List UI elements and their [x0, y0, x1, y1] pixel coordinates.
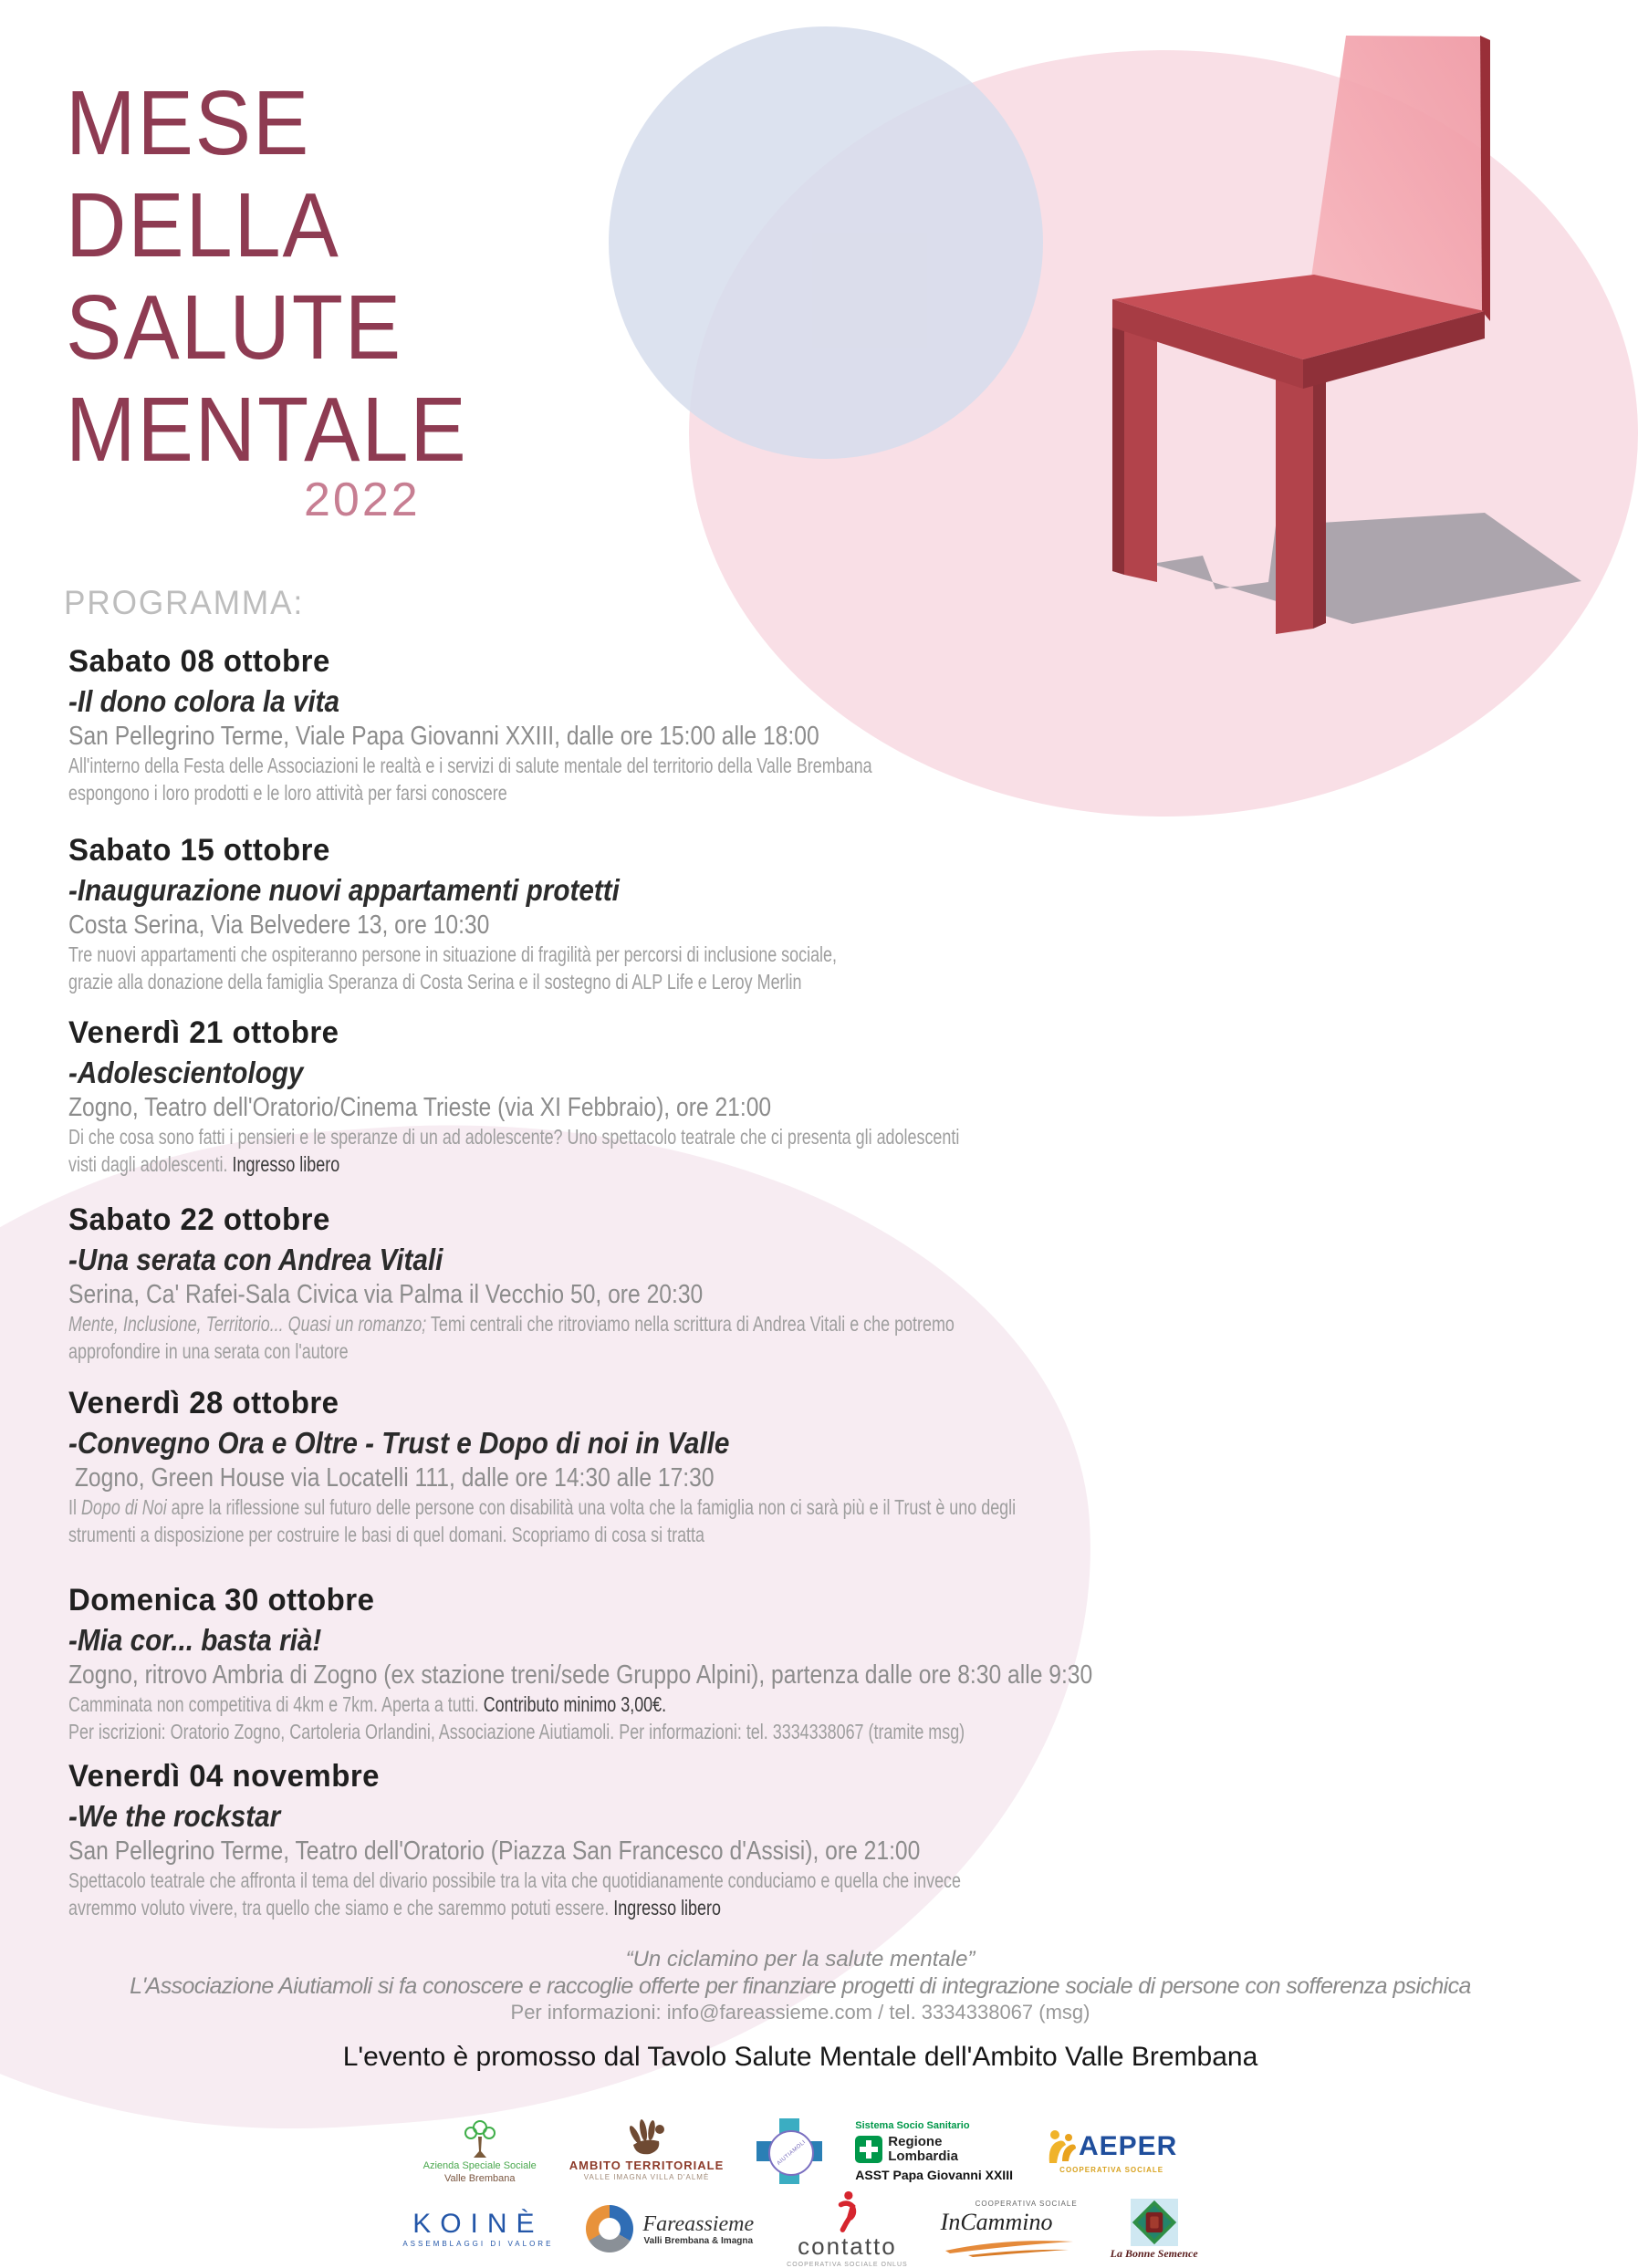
cyclamen-quote: “Un ciclamino per la salute mentale”: [625, 1947, 975, 1971]
event-venerdi-04-novembre: [68, 1759, 1583, 1921]
event-date: Sabato 08 ottobre: [68, 644, 330, 679]
event-location: Serina, Ca' Rafei-Sala Civica via Palma il Vecchio 50, ore 20:30: [68, 1280, 704, 1309]
logo-la-bonne-semence: La Bonne Semence: [1111, 2199, 1198, 2260]
event-date: Sabato 15 ottobre: [68, 833, 330, 868]
hand-icon: [626, 2121, 668, 2158]
event-description: approfondire in una serata con l'autore: [68, 1339, 349, 1363]
event-description: Per iscrizioni: Oratorio Zogno, Cartoleria Orlandini, Associazione Aiutiamoli. Per informazioni: tel. 3334338067 (tramite msg): [68, 1720, 965, 1743]
people-icon: [1046, 2128, 1077, 2165]
event-description: Camminata non competitiva di 4km e 7km. Aperta a tutti. Contributo minimo 3,00€.: [68, 1692, 667, 1716]
title-line-4: MENTALE: [66, 379, 468, 481]
red-chair-illustration: [1049, 0, 1601, 657]
event-title: -Il dono colora la vita: [68, 684, 340, 718]
event-title: -Adolescientology: [68, 1056, 304, 1089]
event-description: All'interno della Festa delle Associazioni le realtà e i servizi di salute mentale del territorio della Valle Brembana: [68, 754, 872, 777]
logo-incammino: COOPERATIVA SOCIALE InCammino: [941, 2200, 1078, 2258]
lombardia-cross-icon: [855, 2136, 882, 2163]
association-note: L'Associazione Aiutiamoli si fa conoscere e raccoglie offerte per finanziare progetti di integrazione sociale di persone con sofferenza psichica: [130, 1973, 1471, 1999]
logo-aeper: AEPER COOPERATIVA SOCIALE: [1046, 2128, 1177, 2175]
event-description: Di che cosa sono fatti i pensieri e le speranze di un ad adolescente? Uno spettacolo teatrale che ci presenta gli adolescenti: [68, 1125, 960, 1149]
event-title: -Una serata con Andrea Vitali: [68, 1243, 443, 1276]
year-label: 2022: [304, 473, 421, 526]
event-location: Costa Serina, Via Belvedere 13, ore 10:30: [68, 910, 490, 940]
free-entry-note: Ingresso libero: [232, 1152, 340, 1176]
logo-row-1: [423, 2118, 1178, 2184]
partner-logos: [0, 2118, 1601, 2268]
title-line-3: SALUTE: [66, 276, 402, 379]
free-entry-note: Ingresso libero: [613, 1896, 721, 1919]
logo-contatto: contatto COOPERATIVA SOCIALE ONLUS: [787, 2190, 908, 2268]
logo-koine: KOINÈ ASSEMBLAGGI DI VALORE: [402, 2209, 554, 2249]
contact-info: Per informazioni: info@fareassieme.com / tel. 3334338067 (msg): [510, 2001, 1090, 2024]
logo-aiutiamoli: AIUTIAMOLI: [756, 2118, 822, 2184]
event-description: Spettacolo teatrale che affronta il tema del divario possibile tra la vita che quotidianamente conduciamo e quella che invece: [68, 1868, 961, 1892]
promoter-statement: L'evento è promosso dal Tavolo Salute Mentale dell'Ambito Valle Brembana: [342, 2042, 1258, 2072]
event-venerdi-21-ottobre: [68, 1015, 1583, 1178]
swirl-icon: [586, 2205, 633, 2252]
event-description: strumenti a disposizione per costruire le basi di quel domani. Scopriamo di cosa si tratta: [68, 1523, 705, 1546]
event-location: Zogno, Teatro dell'Oratorio/Cinema Trieste (via XI Febbraio), ore 21:00: [68, 1093, 772, 1122]
event-sabato-22-ottobre: [68, 1202, 1583, 1365]
event-title: -Convegno Ora e Oltre - Trust e Dopo di noi in Valle: [68, 1426, 730, 1460]
event-domenica-30-ottobre: [68, 1583, 1583, 1745]
event-description: Il Dopo di Noi apre la riflessione sul futuro delle persone con disabilità una volta che la famiglia non ci sarà più e il Trust è uno degli: [68, 1495, 1017, 1519]
fee-note: Contributo minimo 3,00€.: [483, 1692, 667, 1716]
event-title: -Inaugurazione nuovi appartamenti protetti: [68, 873, 620, 907]
event-location: San Pellegrino Terme, Viale Papa Giovanni XXIII, dalle ore 15:00 alle 18:00: [68, 722, 819, 751]
swoosh-icon: [941, 2238, 1078, 2258]
program-label: PROGRAMMA:: [64, 584, 305, 621]
event-location: Zogno, ritrovo Ambria di Zogno (ex stazione treni/sede Gruppo Alpini), partenza dalle ore 8:30 alle 9:30: [68, 1660, 1093, 1690]
tree-icon: [462, 2118, 498, 2159]
event-description: Tre nuovi appartamenti che ospiteranno persone in situazione di fragilità per percorsi di inclusione sociale,: [68, 942, 837, 966]
logo-ambito-territoriale: AMBITO TERRITORIALE VALLE IMAGNA VILLA D'ALMÈ: [569, 2121, 724, 2182]
event-title: -We the rockstar: [68, 1799, 281, 1833]
event-venerdi-28-ottobre: [68, 1386, 1583, 1548]
event-description: grazie alla donazione della famiglia Speranza di Costa Serina e il sostegno di ALP Life e Leroy Merlin: [68, 970, 802, 994]
logo-valle-brembana: Azienda Speciale Sociale Valle Brembana: [423, 2118, 537, 2184]
event-location: Zogno, Green House via Locatelli 111, dalle ore 14:30 alle 17:30: [68, 1463, 715, 1493]
event-description: Mente, Inclusione, Territorio... Quasi un romanzo; Temi centrali che ritroviamo nella scrittura di Andrea Vitali e che potremo: [68, 1312, 955, 1336]
event-date: Venerdì 28 ottobre: [68, 1386, 339, 1420]
event-date: Sabato 22 ottobre: [68, 1202, 330, 1237]
event-date: Venerdì 21 ottobre: [68, 1015, 339, 1050]
diamond-seed-icon: [1131, 2199, 1178, 2246]
poster-title: [66, 72, 536, 481]
event-date: Domenica 30 ottobre: [68, 1583, 375, 1618]
figure-icon: [833, 2190, 861, 2232]
title-line-2: DELLA: [66, 174, 340, 276]
event-sabato-15-ottobre: [68, 833, 1583, 995]
logo-row-2: [402, 2190, 1197, 2268]
event-location: San Pellegrino Terme, Teatro dell'Oratorio (Piazza San Francesco d'Assisi), ore 21:00: [68, 1836, 921, 1866]
logo-fareassieme: Fareassieme Valli Brembana & Imagna: [586, 2205, 754, 2252]
event-date: Venerdì 04 novembre: [68, 1759, 381, 1794]
event-description: espongono i loro prodotti e le loro attività per farsi conoscere: [68, 781, 507, 805]
blue-circle-decoration: [609, 26, 1043, 459]
title-line-1: MESE: [66, 72, 311, 174]
event-title: -Mia cor... basta rià!: [68, 1623, 322, 1657]
event-description: visti dagli adolescenti. Ingresso libero: [68, 1152, 340, 1176]
event-description: avremmo voluto vivere, tra quello che siamo e che saremmo potuti essere. Ingresso libero: [68, 1896, 721, 1919]
event-sabato-08-ottobre: [68, 644, 1583, 806]
logo-regione-lombardia: Sistema Socio Sanitario Regione Lombardia ASST Papa Giovanni XXIII: [855, 2119, 1013, 2182]
